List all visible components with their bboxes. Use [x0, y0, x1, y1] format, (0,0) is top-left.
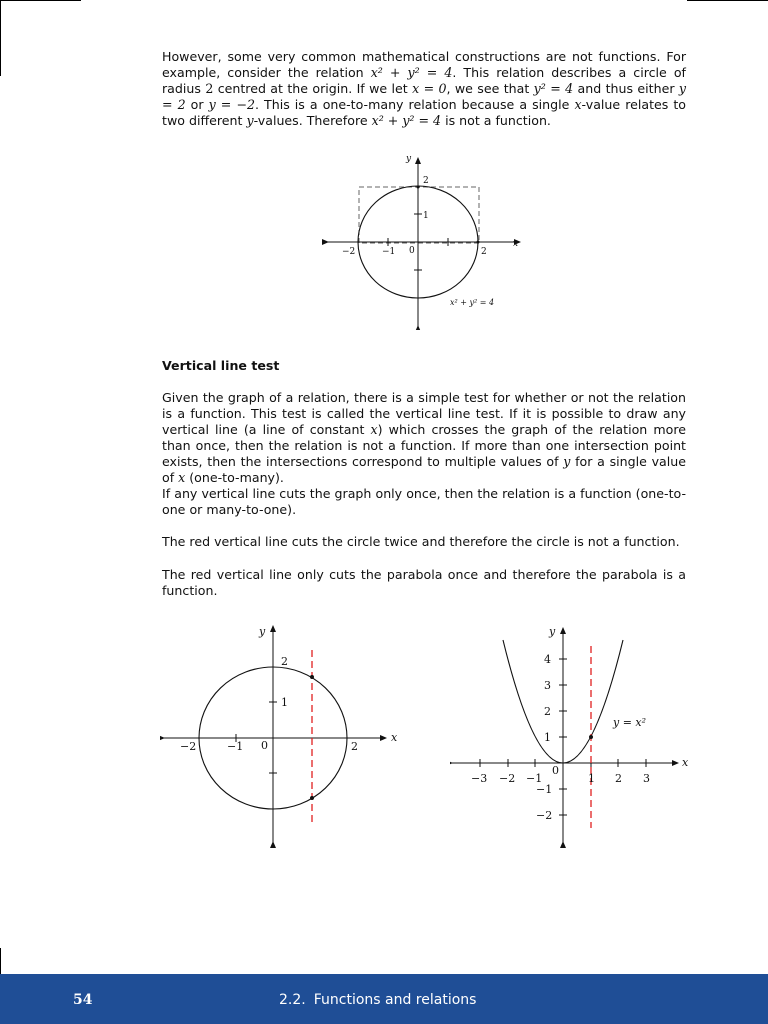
bounding-box — [359, 187, 479, 243]
crop-mark — [0, 948, 1, 974]
tick-label: 0 — [409, 246, 415, 256]
vertical-line-test-paragraph: Given the graph of a relation, there is a simple test for whether or not the relation is a function. This test is called the vertical line test. If it is possible to draw any vertical line (a line of constant x) which crosses the graph of the relation more than once, then the relation is not a function. If more than one intersection point exists, then the intersections correspond to multiple values of y for a single value of x (one-to-many). — [162, 390, 686, 485]
footer-section-title — [279, 992, 484, 1008]
tick-label: 1 — [544, 731, 551, 744]
point — [417, 186, 420, 189]
tick-label: −1 — [382, 247, 396, 257]
tick-label: 1 — [588, 772, 595, 785]
tick-label: −1 — [227, 740, 244, 753]
intersection-point — [310, 796, 314, 800]
intersection-point — [310, 675, 314, 679]
parabola-line-paragraph: The red vertical line only cuts the parabola once and therefore the parabola is a function. — [162, 567, 686, 598]
tick-label: −1 — [526, 772, 543, 785]
page-footer — [0, 974, 768, 1024]
tick-label: −2 — [536, 809, 553, 822]
circle-vertical-line-figure — [160, 620, 400, 850]
origin-label: 0 — [552, 764, 559, 777]
curve-label: y = x² — [613, 716, 647, 729]
tick-label: 2 — [351, 740, 358, 753]
axis-label-x: x — [391, 731, 398, 744]
axis-label-x: x — [513, 239, 519, 249]
tick-label: 1 — [281, 696, 288, 709]
function-paragraph: If any vertical line cuts the graph only once, then the relation is a function (one-to-one or many-to-one). — [162, 486, 686, 517]
intro-paragraph: However, some very common mathematical constructions are not functions. For example, consider the relation x² + y² = 4. This relation describes a circle of radius 2 centred at the origin. If we let x = 0, we see that y² = 4 and thus either y = 2 or y = −2. This is a one-to-many relation because a single x-value relates to two different y-values. Therefore x² + y² = 4 is not a function. — [162, 49, 687, 128]
tick-label: −2 — [499, 772, 516, 785]
circle-line-paragraph: The red vertical line cuts the circle twice and therefore the circle is not a function. — [162, 534, 680, 549]
section-number: 2.2. — [279, 992, 306, 1008]
tick-label: −2 — [180, 740, 197, 753]
tick-label: 3 — [544, 679, 551, 692]
parabola-vertical-line-figure — [450, 620, 700, 850]
crop-mark — [0, 0, 81, 1]
point — [477, 241, 480, 244]
axis-label-y: y — [259, 625, 266, 638]
intersection-point — [589, 735, 593, 739]
axis-label-y: y — [406, 154, 412, 164]
section-heading: Vertical line test — [162, 358, 280, 373]
tick-label: 2 — [544, 705, 551, 718]
tick-label: −3 — [471, 772, 488, 785]
circle-figure — [320, 150, 530, 330]
tick-label: 4 — [544, 653, 551, 666]
tick-label: 1 — [423, 211, 429, 221]
crop-mark — [687, 0, 768, 1]
tick-label: −1 — [536, 783, 553, 796]
tick-label: 3 — [643, 772, 650, 785]
axis-label-y: y — [549, 625, 556, 638]
page-number: 54 — [73, 992, 93, 1008]
crop-mark — [0, 0, 1, 76]
tick-label: 2 — [481, 247, 487, 257]
curve-label: x² + y² = 4 — [450, 298, 495, 307]
axis-label-x: x — [682, 756, 689, 769]
tick-label: 2 — [615, 772, 622, 785]
tick-label: −2 — [342, 247, 356, 257]
tick-label: 2 — [423, 176, 429, 186]
tick-label: 2 — [281, 655, 288, 668]
section-name: Functions and relations — [313, 992, 477, 1008]
tick-label: 0 — [261, 739, 268, 752]
